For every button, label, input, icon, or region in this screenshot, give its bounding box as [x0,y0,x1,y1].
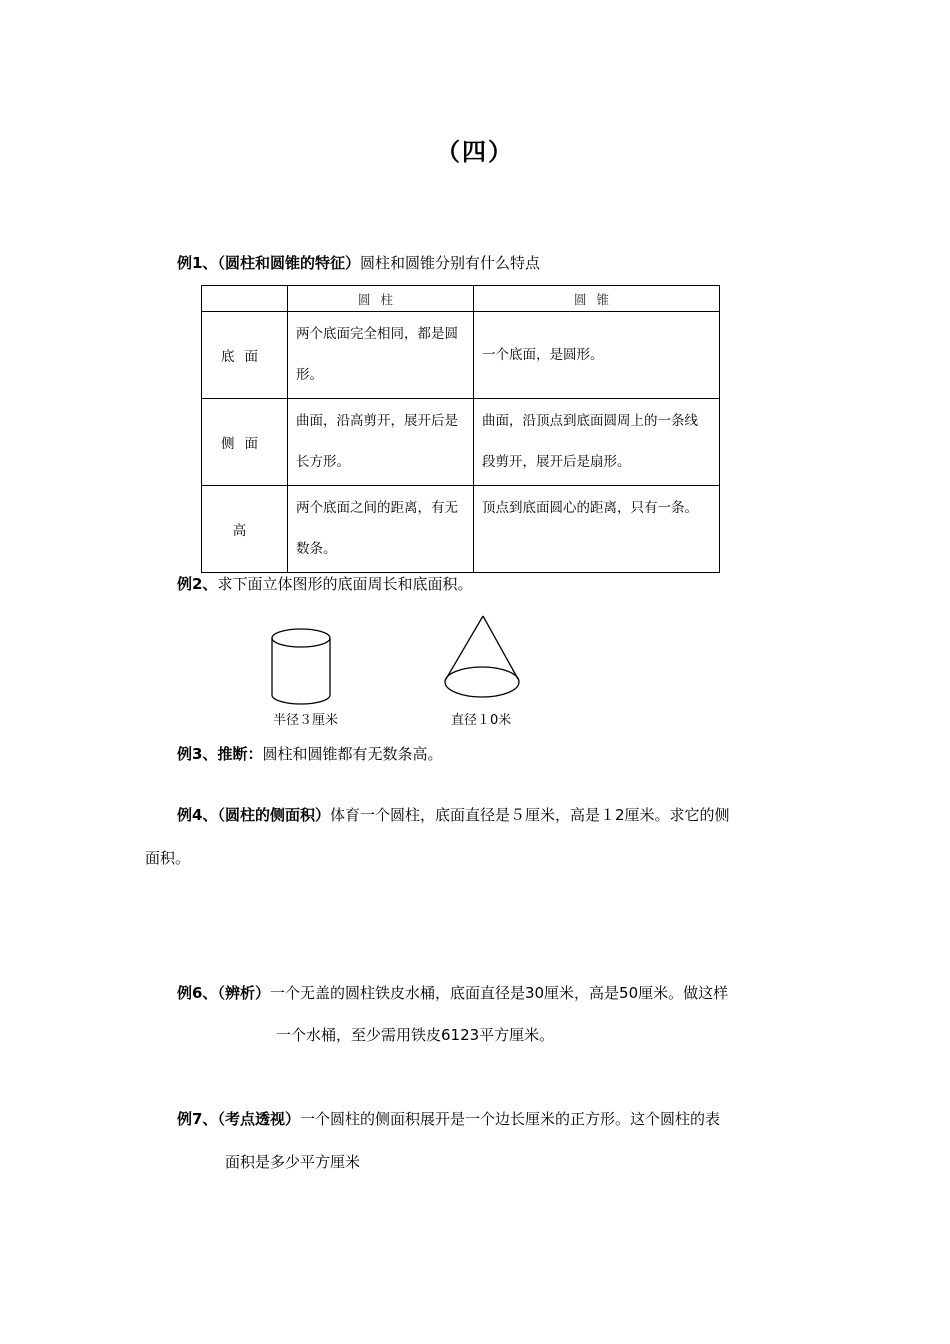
example-7-text: 一个圆柱的侧面积展开是一个边长厘米的正方形。这个圆柱的表 [299,1110,720,1128]
cone-caption: 直径１0米 [451,713,512,728]
example-1-heading [177,252,540,273]
example-3-text: 圆柱和圆锥都有无数条高。 [262,745,443,763]
row-header-height: 高 [202,486,288,573]
example-6-continued: 一个水桶，至少需用铁皮6123平方厘米。 [276,1026,555,1044]
cell-cone-base: 一个底面，是圆形。 [474,312,720,399]
cell-cylinder-lateral: 曲面，沿高剪开，展开后是长方形。 [288,399,474,486]
cell-cone-height: 顶点到底面圆心的距离，只有一条。 [474,486,720,573]
example-7-continued: 面积是多少平方厘米 [225,1153,361,1171]
example-1-question: 圆柱和圆锥分别有什么特点 [359,254,540,272]
example-2-question: 求下面立体图形的底面周长和底面积。 [217,575,473,593]
table-header-row [202,286,720,312]
example-4-continued: 面积。 [145,849,191,867]
cone-figure [440,612,524,704]
example-1-topic: （圆柱和圆锥的特征） [217,254,360,272]
example-1-label: 例1、 [177,254,218,272]
cell-cylinder-base: 两个底面完全相同，都是圆形。 [288,312,474,399]
example-6-label: 例6、 [177,984,218,1002]
table-header-empty [202,286,288,312]
example-4-topic: （圆柱的侧面积） [217,806,330,824]
row-header-lateral: 侧面 [202,399,288,486]
example-7-topic: （考点透视） [217,1110,300,1128]
example-3-bold: 推断： [217,745,263,763]
example-4-text: 体育一个圆柱，底面直径是５厘米，高是１2厘米。求它的侧 [329,806,730,824]
cell-cone-lateral: 曲面，沿顶点到底面圆周上的一条线段剪开，展开后是扇形。 [474,399,720,486]
page-title: （四） [436,138,514,166]
example-3 [177,743,442,764]
example-4-label: 例4、 [177,806,218,824]
example-2-label: 例2、 [177,575,218,593]
example-4 [177,804,730,825]
example-6 [177,982,728,1003]
example-7-label: 例7、 [177,1110,218,1128]
cell-cylinder-height: 两个底面之间的距离，有无数条。 [288,486,474,573]
row-header-base: 底面 [202,312,288,399]
cylinder-caption: 半径３厘米 [273,713,339,728]
example-7 [177,1108,720,1129]
table-row [202,486,720,573]
table-row [202,312,720,399]
example-3-label: 例3、 [177,745,218,763]
example-6-text: 一个无盖的圆柱铁皮水桶，底面直径是30厘米，高是50厘米。做这样 [269,984,729,1002]
cylinder-figure [266,625,338,707]
example-6-topic: （辨析） [217,984,270,1002]
comparison-table [201,285,720,573]
table-header-cone: 圆锥 [474,286,720,312]
example-2-heading [177,573,472,594]
table-header-cylinder: 圆柱 [288,286,474,312]
table-row [202,399,720,486]
